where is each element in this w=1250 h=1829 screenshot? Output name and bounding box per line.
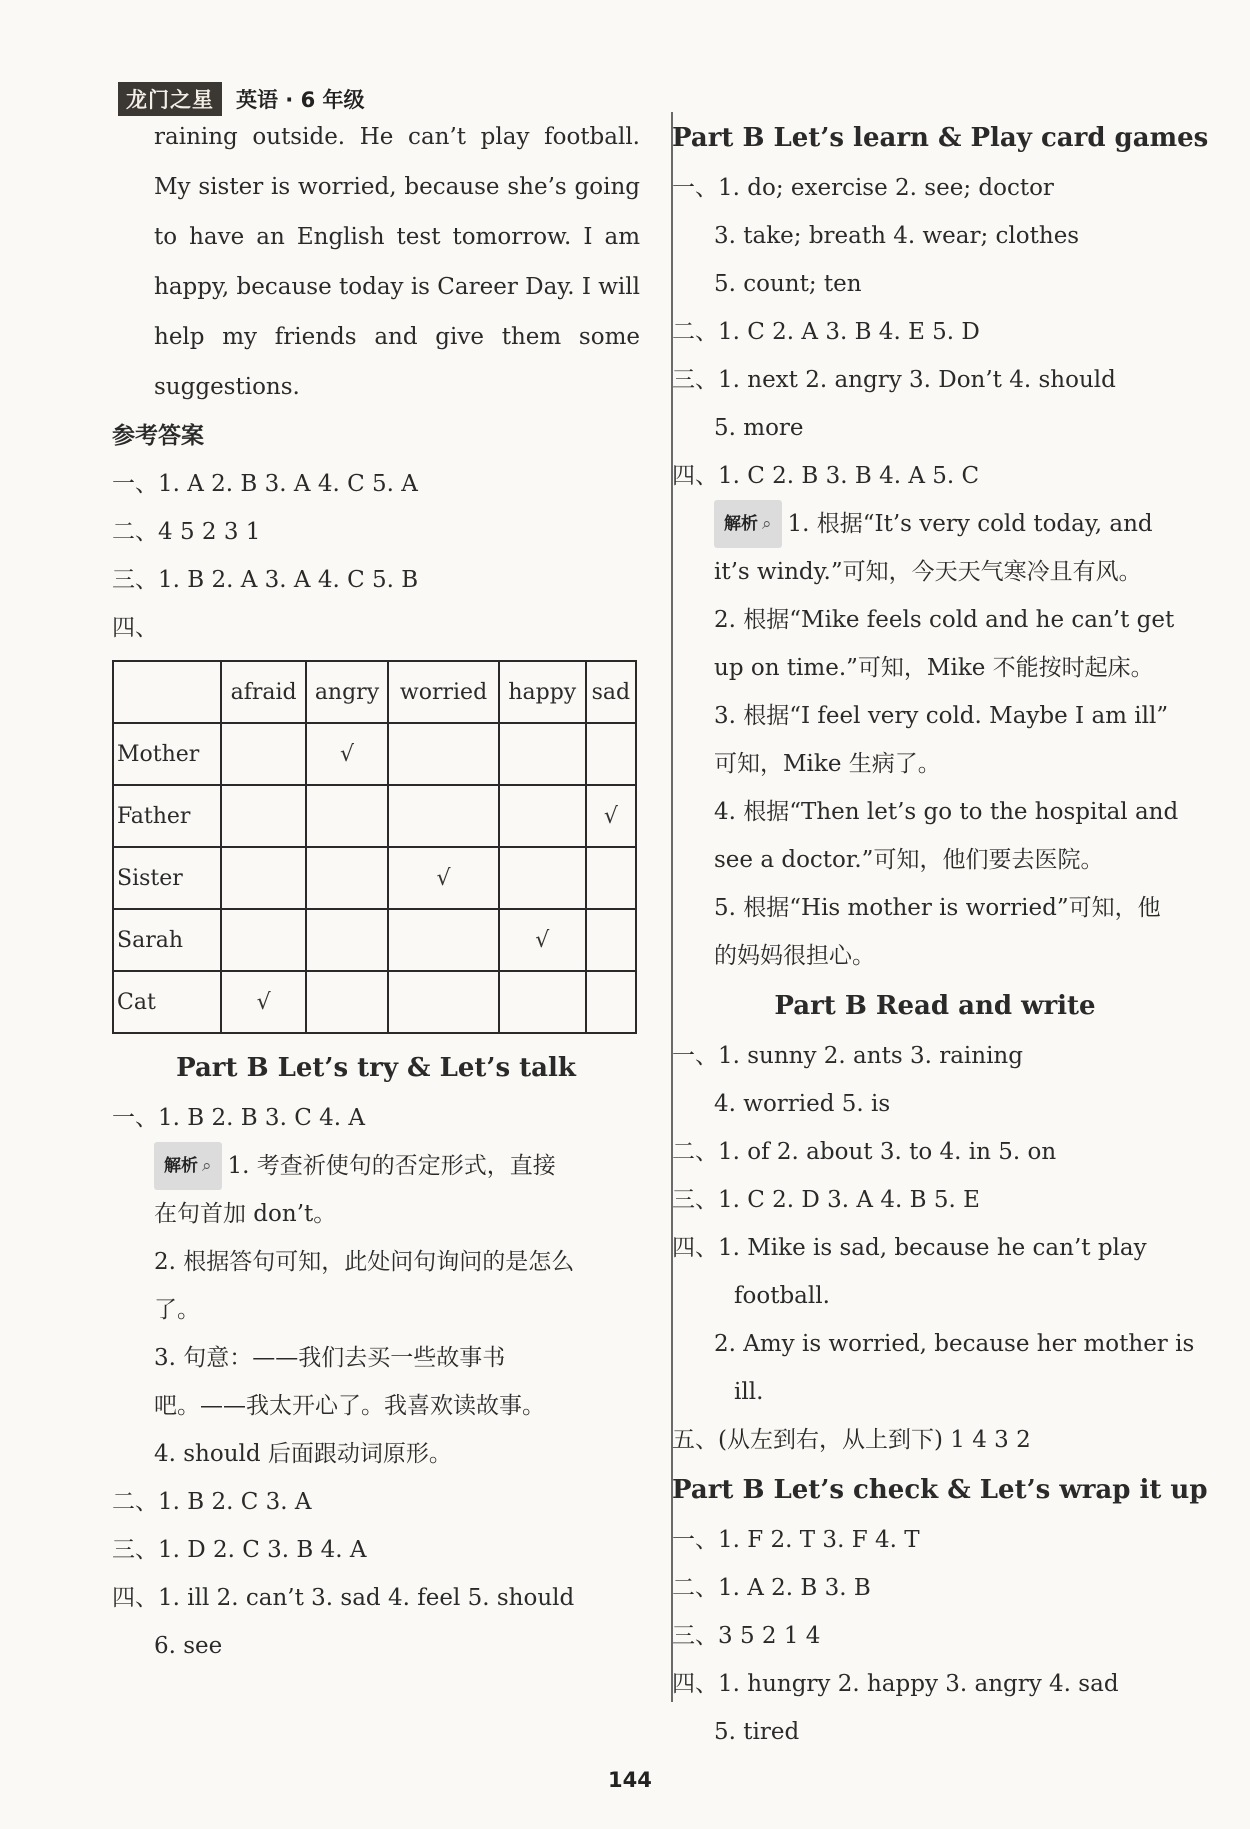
check-cell	[586, 971, 636, 1033]
left-column	[112, 112, 640, 1670]
check-cell	[586, 909, 636, 971]
answer-line: 6. see	[154, 1633, 223, 1659]
check-cell: √	[221, 971, 305, 1033]
answer-line: 二、4 5 2 3 1	[112, 519, 261, 545]
answer-line: 一、1. B 2. B 3. C 4. A	[112, 1105, 365, 1131]
row-label: Cat	[113, 971, 221, 1033]
answer-line: 一、1. do; exercise 2. see; doctor	[672, 175, 1054, 201]
check-cell	[221, 847, 305, 909]
table-row	[113, 723, 636, 785]
table-header-cell: angry	[306, 661, 388, 723]
check-cell	[499, 971, 586, 1033]
answer-line: 五、(从左到右，从上到下) 1 4 3 2	[672, 1427, 1031, 1453]
explanation-line: 4. should 后面跟动词原形。	[154, 1441, 452, 1467]
answer-line: 4. worried 5. is	[714, 1091, 891, 1117]
check-cell	[306, 785, 388, 847]
answer-line: 一、1. F 2. T 3. F 4. T	[672, 1527, 920, 1553]
right-column	[672, 112, 1209, 1756]
jiexi-label: 解析	[724, 514, 758, 534]
answer-line: 三、3 5 2 1 4	[672, 1623, 821, 1649]
brand-logo: 龙门之星	[118, 82, 222, 116]
passage-line: My sister is worried, because she’s going	[154, 174, 640, 200]
explanation-line: 5. 根据“His mother is worried”可知，他	[714, 895, 1161, 921]
table-header-cell: worried	[388, 661, 499, 723]
answer-line: 二、1. A 2. B 3. B	[672, 1575, 871, 1601]
answer-line: 3. take; breath 4. wear; clothes	[714, 223, 1080, 249]
table-row	[113, 909, 636, 971]
explanation-line: 2. 根据答句可知，此处问句询问的是怎么	[154, 1249, 575, 1275]
table-header-row	[113, 661, 636, 723]
magnifier-icon: ⌕	[762, 514, 772, 534]
answer-line: 四、1. C 2. B 3. B 4. A 5. C	[672, 463, 980, 489]
explanation-line: 在句首加 don’t。	[154, 1201, 337, 1227]
table-header-cell: afraid	[221, 661, 305, 723]
check-cell	[388, 909, 499, 971]
explanation-line: see a doctor.”可知，他们要去医院。	[714, 847, 1104, 873]
check-cell	[499, 847, 586, 909]
answer-line: 一、1. sunny 2. ants 3. raining	[672, 1043, 1023, 1069]
check-cell	[586, 723, 636, 785]
answer-line: 三、1. next 2. angry 3. Don’t 4. should	[672, 367, 1116, 393]
check-cell: √	[586, 785, 636, 847]
explanation-line	[112, 1142, 640, 1190]
jiexi-badge	[154, 1142, 222, 1190]
section-title: Part B Let’s check & Let’s wrap it up	[672, 1475, 1208, 1505]
table-header-cell: sad	[586, 661, 636, 723]
answer-line: 一、1. A 2. B 3. A 4. C 5. A	[112, 471, 418, 497]
answer-line: 二、1. C 2. A 3. B 4. E 5. D	[672, 319, 980, 345]
passage-line: happy, because today is Career Day. I will	[154, 274, 640, 300]
answer-line: 二、1. of 2. about 3. to 4. in 5. on	[672, 1139, 1057, 1165]
explanation-line: 可知，Mike 生病了。	[714, 751, 941, 777]
check-cell: √	[388, 847, 499, 909]
passage-line: raining outside. He can’t play football.	[154, 124, 640, 150]
check-cell	[306, 909, 388, 971]
feelings-table	[112, 660, 637, 1034]
check-cell	[499, 723, 586, 785]
check-cell	[221, 785, 305, 847]
answer-line: football.	[734, 1283, 830, 1309]
magnifier-icon: ⌕	[202, 1156, 212, 1176]
row-label: Sarah	[113, 909, 221, 971]
explanation-line: 3. 句意：——我们去买一些故事书	[154, 1345, 506, 1371]
answers-title: 参考答案	[112, 423, 204, 449]
answer-line: 5. tired	[714, 1719, 800, 1745]
answer-line: 二、1. B 2. C 3. A	[112, 1489, 312, 1515]
jiexi-label: 解析	[164, 1156, 198, 1176]
answer-line: 四、1. ill 2. can’t 3. sad 4. feel 5. should	[112, 1585, 575, 1611]
explanation-line: 了。	[154, 1297, 200, 1323]
explanation-line: 的妈妈很担心。	[714, 943, 875, 969]
check-cell: √	[499, 909, 586, 971]
check-cell	[221, 909, 305, 971]
check-cell	[221, 723, 305, 785]
page-number: 144	[608, 1768, 652, 1792]
answer-line: 四、	[112, 615, 158, 641]
check-cell	[586, 847, 636, 909]
check-cell	[306, 971, 388, 1033]
page-header	[118, 82, 365, 116]
check-cell	[499, 785, 586, 847]
explanation-line: 3. 根据“I feel very cold. Maybe I am ill”	[714, 703, 1169, 729]
passage-line: suggestions.	[154, 374, 300, 400]
check-cell: √	[306, 723, 388, 785]
explanation-text: 1. 根据“It’s very cold today, and	[787, 511, 1153, 537]
explanation-line	[672, 500, 1198, 548]
table-header-cell	[113, 661, 221, 723]
check-cell	[388, 723, 499, 785]
check-cell	[306, 847, 388, 909]
answer-line: 5. more	[714, 415, 804, 441]
answer-line: 三、1. B 2. A 3. A 4. C 5. B	[112, 567, 419, 593]
check-cell	[388, 971, 499, 1033]
explanation-line: 2. 根据“Mike feels cold and he can’t get	[714, 607, 1175, 633]
table-row	[113, 847, 636, 909]
explanation-line: up on time.”可知，Mike 不能按时起床。	[714, 655, 1154, 681]
jiexi-badge	[714, 500, 782, 548]
answer-line: 四、1. Mike is sad, because he can’t play	[672, 1235, 1147, 1261]
subject-label: 英语 · 6 年级	[236, 88, 365, 112]
passage-line: to have an English test tomorrow. I am	[154, 224, 640, 250]
explanation-line: it’s windy.”可知，今天天气寒冷且有风。	[714, 559, 1142, 585]
explanation-line: 吧。——我太开心了。我喜欢读故事。	[154, 1393, 545, 1419]
section-title: Part B Let’s try & Let’s talk	[176, 1053, 576, 1083]
table-header-cell: happy	[499, 661, 586, 723]
section-title: Part B Read and write	[774, 991, 1096, 1021]
answer-line: 四、1. hungry 2. happy 3. angry 4. sad	[672, 1671, 1119, 1697]
check-cell	[388, 785, 499, 847]
row-label: Sister	[113, 847, 221, 909]
table-row	[113, 971, 636, 1033]
passage-line: help my friends and give them some	[154, 324, 640, 350]
section-title: Part B Let’s learn & Play card games	[672, 123, 1209, 153]
row-label: Father	[113, 785, 221, 847]
explanation-line: 4. 根据“Then let’s go to the hospital and	[714, 799, 1179, 825]
answer-line: 三、1. C 2. D 3. A 4. B 5. E	[672, 1187, 980, 1213]
answer-line: 三、1. D 2. C 3. B 4. A	[112, 1537, 367, 1563]
table-row	[113, 785, 636, 847]
explanation-text: 1. 考查祈使句的否定形式，直接	[227, 1153, 556, 1179]
answer-line: 5. count; ten	[714, 271, 862, 297]
answer-line: 2. Amy is worried, because her mother is	[714, 1331, 1195, 1357]
row-label: Mother	[113, 723, 221, 785]
answer-line: ill.	[734, 1379, 764, 1405]
